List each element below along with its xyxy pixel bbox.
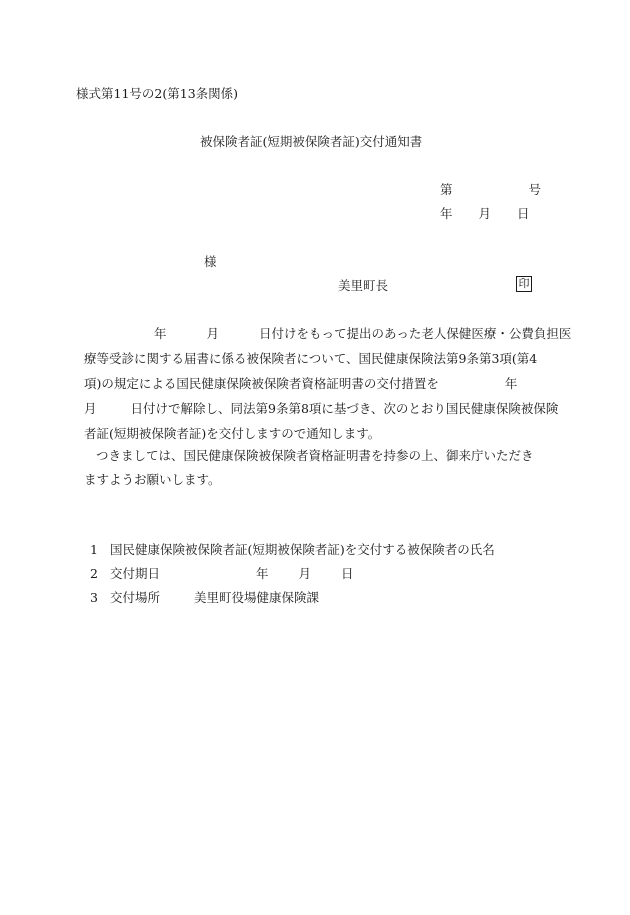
item-number: 3 (90, 590, 98, 605)
item-number: 2 (90, 566, 98, 581)
item-year: 年 (256, 566, 269, 581)
body-line-3 (84, 376, 517, 392)
body-month: 月 (206, 326, 220, 341)
list-item (90, 566, 354, 582)
item-label: 国民健康保険被保険者証(短期被保険者証)を交付する被保険者の氏名 (110, 542, 495, 557)
body-line-4-text: 日付けで解除し、同法第9条第8項に基づき、次のとおり国民健康保険被保険 (130, 401, 559, 416)
list-item (90, 590, 319, 606)
body-line-4 (84, 401, 558, 417)
item-month: 月 (298, 566, 312, 581)
list-item (90, 542, 495, 558)
body-line-3-text: 項)の規定による国民健康保険被保険者資格証明書の交付措置を (84, 376, 439, 391)
item-number: 1 (90, 542, 98, 557)
document-title: 被保険者証(短期被保険者証)交付通知書 (200, 134, 423, 149)
date-month: 月 (478, 206, 492, 221)
item-day: 日 (341, 566, 354, 581)
addressee-suffix: 様 (204, 254, 217, 269)
body-line-7: ますようお願いします。 (84, 472, 221, 487)
item-label: 交付場所 (110, 590, 161, 605)
body-line-6: つきましては、国民健康保険被保険者資格証明書を持参の上、御来庁いただき (96, 448, 534, 463)
body-line-2: 療等受診に関する届書に係る被保険者について、国民健康保険法第9条第3項(第4 (84, 351, 538, 366)
item-label: 交付期日 (110, 566, 161, 581)
document-number-row (440, 182, 541, 198)
number-suffix: 号 (528, 182, 542, 197)
body-year: 年 (154, 326, 167, 341)
seal-mark: 印 (516, 276, 532, 292)
date-day: 日 (517, 206, 530, 221)
item-value: 美里町役場健康保険課 (194, 590, 320, 605)
document-date-row (440, 206, 530, 222)
body-line-5: 者証(短期被保険者証)を交付しますので通知します。 (84, 426, 381, 441)
body-line-1 (84, 326, 571, 342)
number-prefix: 第 (440, 182, 453, 197)
form-number: 様式第11号の2(第13条関係) (76, 86, 239, 101)
body-line-4-month: 月 (84, 401, 97, 416)
date-year: 年 (440, 206, 453, 221)
issuer-name: 美里町長 (338, 278, 389, 293)
body-line-3-year: 年 (504, 376, 518, 391)
body-line-1-text: 日付けをもって提出のあった老人保健医療・公費負担医 (259, 326, 572, 341)
